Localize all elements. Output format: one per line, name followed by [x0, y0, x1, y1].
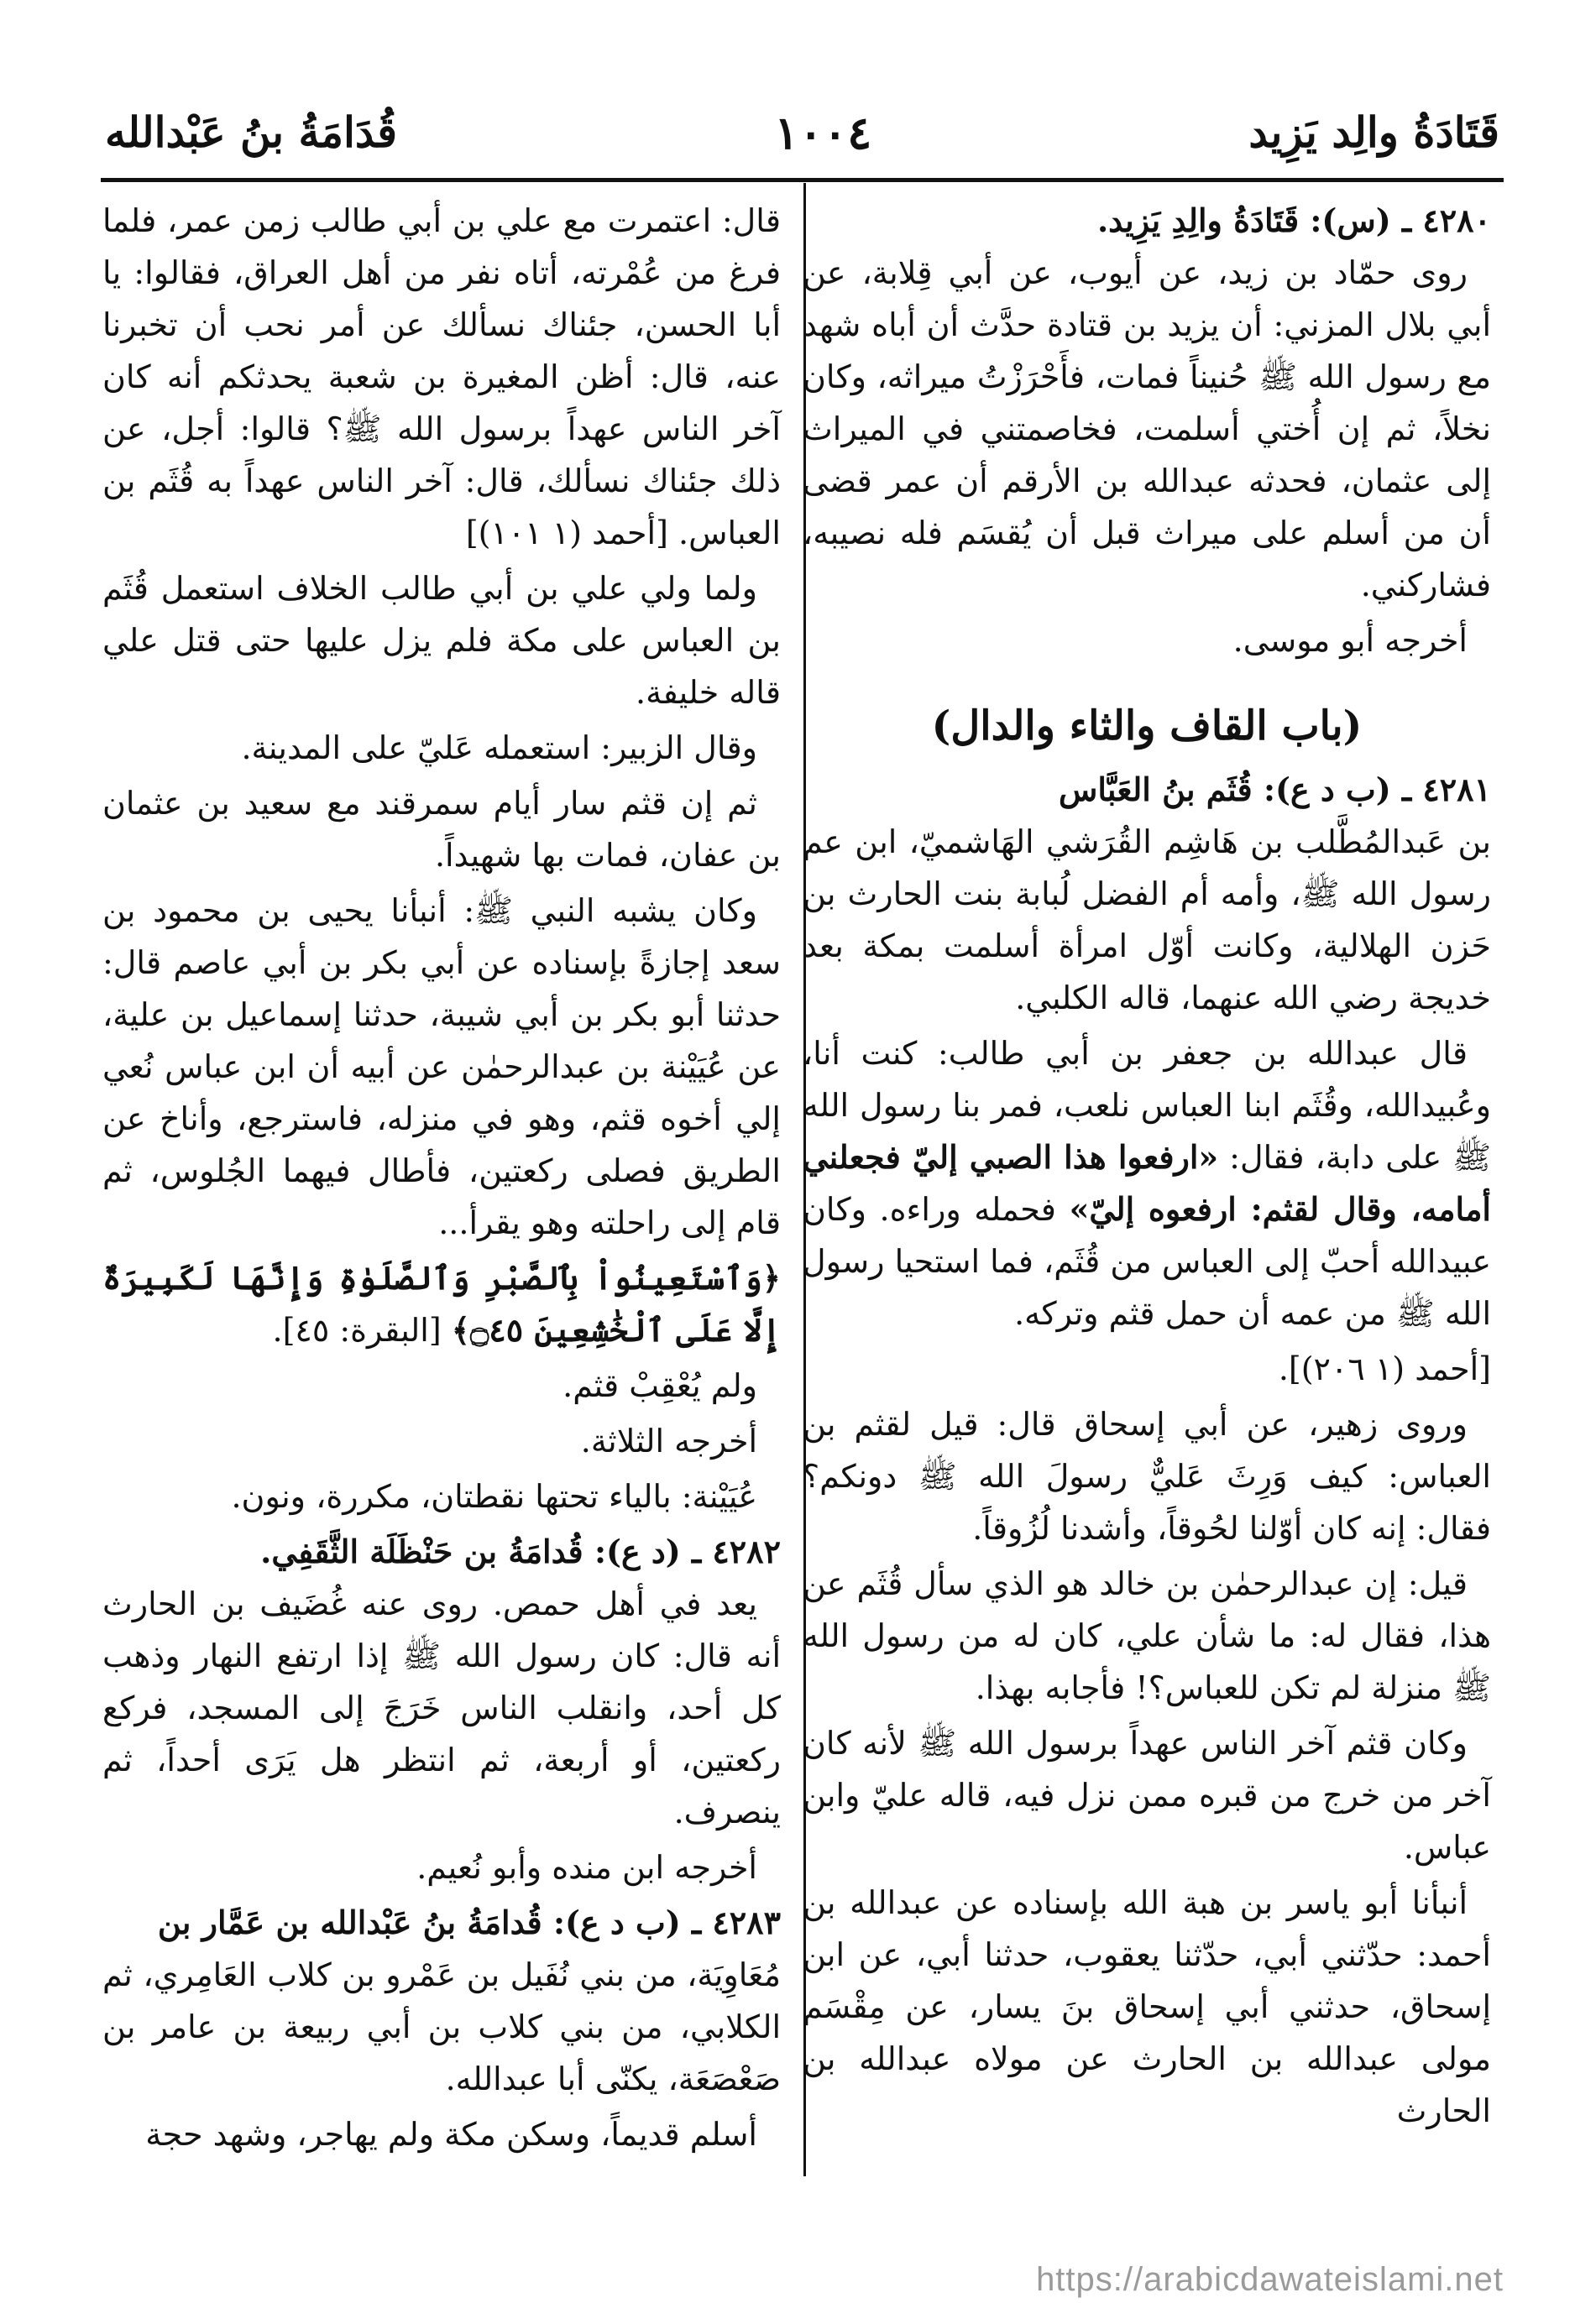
header-divider	[101, 178, 1504, 182]
entry-4281-hadith-tail: فحمله وراءه. وكان عبيدالله أحبّ إلى العباس من قُثَم، فما استحيا رسول الله ﷺ من عمه أن حمل قثم وتركه.	[803, 1191, 1491, 1332]
entry-4281-umra-text: قال: اعتمرت مع علي بن أبي طالب زمن عمر، فلما فرغ من عُمْرته، أتاه نفر من أهل العراق، فقالوا: يا أبا الحسن، جئناك نسألك عن أمر نحب أن تخبرنا عنه، قال: أظن المغيرة بن شعبة يحدثكم أنه كان آخر الناس عهداً برسول الله ﷺ؟ قالوا: أجل، عن ذلك جئناك نسألك، قال: آخر الناس عهداً به قُثَم بن العباس.	[102, 202, 781, 551]
source-watermark: https://arabicdawateislami.net	[1036, 2261, 1504, 2298]
entry-4281-hadith	[803, 1027, 1491, 1340]
entry-4281-reference: [أحمد (١ ٢٠٦)].	[1278, 1350, 1491, 1387]
entry-4281-question: قيل: إن عبدالرحمٰن بن خالد هو الذي سأل قُثَم عن هذا، فقال له: ما شأن علي، كان له من رسول الله ﷺ منزلة لم تكن للعباس؟! فأجابه بهذا.	[803, 1565, 1492, 1706]
entry-4281-resemblance: وكان يشبه النبي ﷺ: أنبأنا يحيى بن محمود بن سعد إجازةً بإسناده عن أبي بكر بن أبي عاصم قال: حدثنا أبو بكر بن أبي شيبة، حدثنا إسماعيل بن علية، عن عُيَيْنة بن عبدالرحمٰن عن أبيه أن ابن عباس نُعي إلي أخوه قثم، وهو في منزله، فاسترجع، وأناخ عن الطريق فصلى ركعتين، فأطال فيهما الجُلوس، ثم قام إلى راحلته وهو يقرأ...	[102, 892, 781, 1241]
entry-4281-umra-reference: [أحمد (١ ١٠١)]	[465, 514, 668, 551]
entry-4281-zubair: وقال الزبير: استعمله عَليّ على المدينة.	[241, 729, 757, 766]
running-title-left: قُدَامَةُ بنُ عَبْدالله	[105, 107, 398, 157]
entry-4281-no-descendants: ولم يُعْقِبْ قثم.	[562, 1367, 757, 1404]
entry-4283-lineage: مُعَاوِيَة، من بني نُفَيل بن عَمْرو بن كلاب العَامِري، ثم الكلابي، من بني كلاب بن أبي ربيعة بن عامر بن صَعْصَعَة، يكنّى أبا عبدالله.	[102, 1956, 781, 2097]
entry-4283-title: ٤٢٨٣ ـ (ب د ع): قُدامَةُ بنُ عَبْدالله بن عَمَّار بن	[157, 1904, 781, 1941]
entry-4281-hadith-intro: قال عبدالله بن جعفر بن أبي طالب: كنت أنا، وعُبيدالله، وقُثَم ابنا العباس نلعب، فمر بنا رسول الله ﷺ على دابة، فقال:	[803, 1035, 1492, 1176]
right-column	[803, 195, 1491, 2140]
entry-4281-spelling-note: عُيَيْنة: بالياء تحتها نقطتان، مكررة، ونون.	[231, 1478, 757, 1515]
entry-4281-continued	[102, 195, 781, 559]
entry-4281-title: ٤٢٨١ ـ (ب د ع): قُثَم بنُ العَبَّاس	[1058, 770, 1491, 808]
entry-4280-source: أخرجه أبو موسى.	[1232, 622, 1468, 659]
entry-4281-samarkand: ثم إن قثم سار أيام سمرقند مع سعيد بن عثمان بن عفان، فمات بها شهيداً.	[102, 785, 781, 874]
entry-4282-source: أخرجه ابن منده وأبو نُعيم.	[416, 1849, 757, 1886]
quran-reference: [البقرة: ٤٥].	[272, 1312, 442, 1349]
section-heading: (باب القاف والثاء والدال)	[931, 702, 1363, 749]
entry-4281-last-contact: وكان قثم آخر الناس عهداً برسول الله ﷺ لأنه كان آخر من خرج من قبره ممن نزل فيه، قاله عليّ وابن عباس.	[803, 1725, 1491, 1866]
entry-4283-text: أسلم قديماً، وسكن مكة ولم يهاجر، وشهد حجة	[145, 2116, 757, 2153]
entry-4281-lineage: بن عَبدالمُطَّلب بن هَاشِم القُرَشي الهَاشميّ، ابن عم رسول الله ﷺ، وأمه أم الفضل لُبابة بنت الحارث بن حَزن الهلالية، وكانت أوّل امرأة أسلمت بمكة بعد خديجة رضي الله عنهما، قاله الكلبي.	[803, 823, 1491, 1016]
entry-4281-hadith-quote: «ارفعوا هذا الصبي إليّ فجعلني أمامه، وقال لقثم: ارفعوه إليّ»	[803, 1138, 1491, 1228]
entry-4281-source: أخرجه الثلاثة.	[580, 1423, 757, 1460]
entry-4282-title: ٤٢٨٢ ـ (د ع): قُدامَةُ بن حَنْظَلَة الثَّقَفِي.	[260, 1533, 781, 1570]
left-column	[102, 195, 781, 2164]
quran-verse	[102, 1252, 781, 1356]
entry-4280-title: ٤٢٨٠ ـ (س): قَتَادَةُ والِدِ يَزِيد.	[1096, 201, 1491, 239]
entry-4282-text: يعد في أهل حمص. روى عنه غُضَيف بن الحارث أنه قال: كان رسول الله ﷺ إذا ارتفع النهار وذهب كل أحد، وانقلب الناس خَرَجَ إلى المسجد، فركع ركعتين، أو أربعة، ثم انتظر هل يَرَى أحداً، ثم ينصرف.	[102, 1585, 781, 1830]
entry-4281-governor: ولما ولي علي بن أبي طالب الخلاف استعمل قُثَم بن العباس على مكة فلم يزل عليها حتى قتل علي قاله خليفة.	[102, 570, 781, 711]
entry-4280-text: روى حمّاد بن زيد، عن أيوب، عن أبي قِلابة، عن أبي بلال المزني: أن يزيد بن قتادة حدَّث أن أباه شهد مع رسول الله ﷺ حُنيناً فمات، فأَحْرَزْتُ ميراثه، وكان نخلاً، ثم إن أُختي أسلمت، فخاصمتني في الميراث إلى عثمان، فحدثه عبدالله بن الأرقم أن عمر قضى أن من أسلم على ميراث قبل أن يُقسَم فله نصيبه، فشاركني.	[803, 254, 1491, 603]
page-number: ١٠٠٤	[774, 106, 872, 159]
quran-text: ﴿وَٱسْتَعِينُواْ بِٱلصَّبْرِ وَٱلصَّلَوٰةِ وَإِنَّهَا لَكَبِيرَةٌ إِلَّا عَلَى ٱلْخَٰشِعِينَ ۝٤٥﴾	[102, 1259, 781, 1349]
entry-4281-zuhair: وروى زهير، عن أبي إسحاق قال: قيل لقثم بن العباس: كيف وَرِثَ عَليٌّ رسولَ الله ﷺ دونكم؟ فقال: إنه كان أوّلنا لحُوقاً، وأشدنا لُزُوقاً.	[803, 1406, 1491, 1547]
running-title-right: قَتَادَةُ والِد يَزِيد	[1248, 107, 1499, 157]
page-header	[105, 91, 1499, 175]
entry-4281-isnad: أنبأنا أبو ياسر بن هبة الله بإسناده عن عبدالله بن أحمد: حدّثني أبي، حدّثنا يعقوب، حدثنا أبي، عن ابن إسحاق، حدثني أبي إسحاق بنَ يسار، عن مِقْسَم مولى عبدالله بن الحارث عن مولاه عبدالله بن الحارث	[803, 1884, 1491, 2129]
